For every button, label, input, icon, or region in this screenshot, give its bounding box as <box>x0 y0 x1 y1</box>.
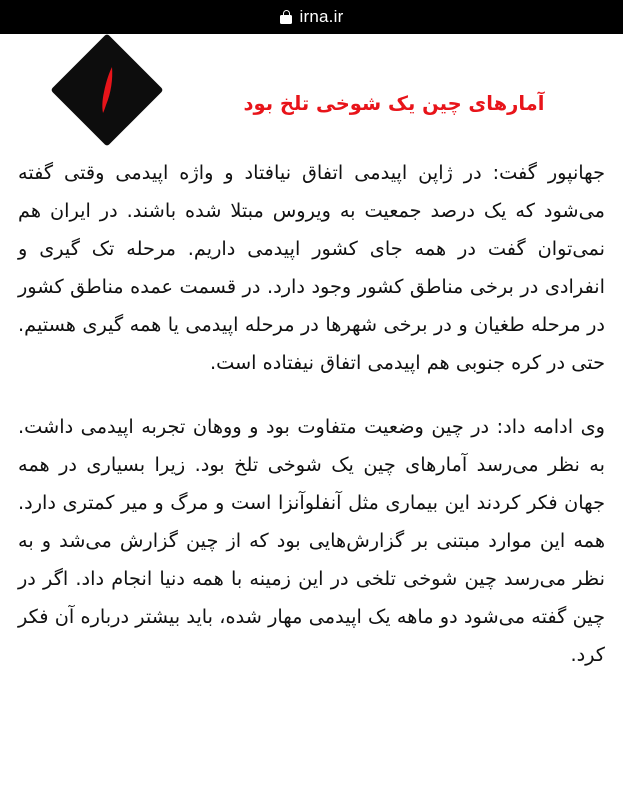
page-title: آمارهای چین یک شوخی تلخ بود <box>243 92 545 115</box>
browser-url-bar[interactable] <box>0 0 623 34</box>
irna-logo[interactable] <box>43 45 171 135</box>
lock-icon <box>280 10 293 25</box>
logo-alef-mark <box>101 67 115 114</box>
url-display[interactable] <box>280 7 344 27</box>
article-paragraph: جهانپور گفت: در ژاپن اپیدمی اتفاق نیافتاد و واژه اپیدمی وقتی گفته می‌شود که یک درصد جمعیت به ویروس مبتلا شده باشند. در ایران هم نمی‌توان گفت در همه جای کشور اپیدمی داریم. مرحله تک گیری و انفرادی در برخی مناطق کشور وجود دارد. در قسمت عمده مناطق کشور در مرحله طغیان و در برخی شهرها در مرحله اپیدمی یا همه گیری هستیم. حتی در کره جنوبی هم اپیدمی اتفاق نیفتاده است. <box>18 161 605 374</box>
article-paragraph: وی ادامه داد: در چین وضعیت متفاوت بود و ووهان تجربه اپیدمی داشت. به نظر می‌رسد آمارهای چین یک شوخی تلخ بود. زیرا بسیاری در همه جهان فکر کردند این بیماری مثل آنفلوآنزا است و مرگ و میر کمتری دارد. همه این موارد مبتنی بر گزارش‌هایی بود که از چین گزارش می‌شد و به نظر می‌رسد چین شوخی تلخی در این زمینه با همه دنیا انجام داد. اگر در چین گفته می‌شود دو ماهه یک اپیدمی مهار شده، باید بیشتر درباره آن فکر کرد. <box>18 415 605 666</box>
article-body <box>0 154 623 674</box>
article-page <box>0 34 623 800</box>
url-text: irna.ir <box>299 7 344 26</box>
